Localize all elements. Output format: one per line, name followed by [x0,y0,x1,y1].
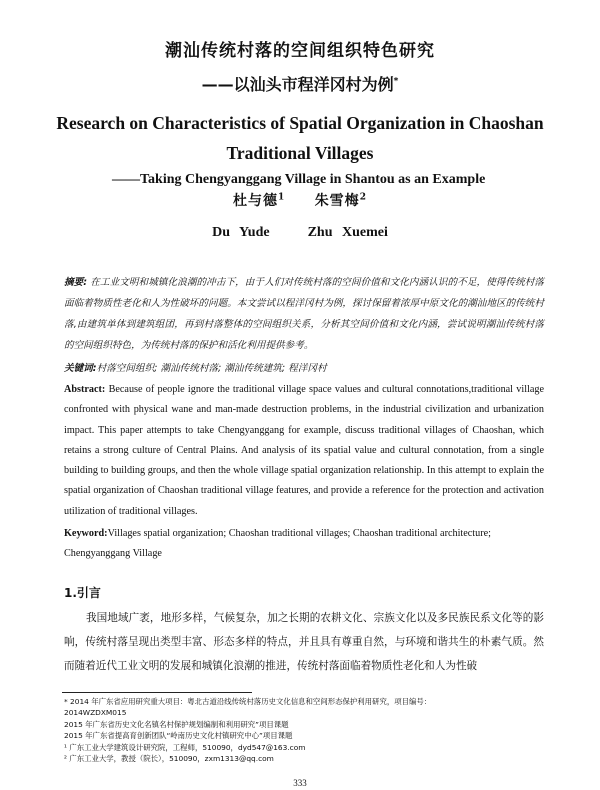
abstract-english [64,380,544,522]
abstract-chinese-text: 在工业文明和城镇化浪潮的冲击下，由于人们对传统村落的空间价值和文化内涵认识的不足，使得传统村落面临着物质性老化和人为性破坏的问题。本文尝试以程洋冈村为例，探讨保留着浓厚中原文化的潮汕地区的传统村落,由建筑单体到建筑组团，再到村落整体的空间组织关系，分析其空间价值和文化内涵，尝试说明潮汕传统村落的空间组织特色，为传统村落的保护和活化利用提供参考。 [64,277,545,351]
title-english-line1: Research on Characteristics of Spatial Organization in Chaoshan [56,113,544,133]
author-2-affiliation-mark: 2 [359,192,367,203]
footnote-divider [62,692,252,693]
page-number: 333 [293,778,307,788]
footnote-item: 2015 年广东省提高育创新团队“岭南历史文化村镇研究中心”项目课题 [64,731,293,741]
body-paragraph: 我国地域广袤，地形多样，气候复杂，加之长期的农耕文化、宗族文化以及多民族民系文化等的影响，传统村落呈现出类型丰富、形态多样的特点，并且具有尊重自然，与环境和谐共生的朴素气质。然而随着近代工业文明的发展和城镇化浪潮的推进，传统村落面临着物质性老化和人为性破 [64,612,544,672]
funding-footnote-mark: * [393,76,399,87]
title-chinese: 潮汕传统村落的空间组织特色研究 [165,41,435,61]
title-english-line2: Traditional Villages [226,143,374,163]
author-1-cn: 杜与德 [233,193,279,209]
footnote-item: * 2014 年广东省应用研究重大项目：粤北古道沿线传统村落历史文化信息和空间形态保护利用研究，项目编号： [64,697,432,706]
footnote-item: ² 广东工业大学，教授（院长），510090，zxm1313@qq.com [64,754,274,764]
section-heading-introduction: 1.引言 [64,586,101,600]
author-1-en: Du Yude [212,225,270,240]
keywords-english [64,524,544,564]
footnote-item: 2014WZDXM015 [64,708,127,718]
keywords-chinese-text: 村落空间组织; 潮汕传统村落; 潮汕传统建筑; 程洋冈村 [96,363,327,374]
authors-english [0,225,600,241]
abstract-chinese-label: 摘要: [64,277,88,288]
author-2-en: Zhu Xuemei [307,225,388,240]
keywords-chinese-label: 关键词: [64,363,97,374]
keywords-chinese [64,360,544,374]
author-2-cn: 朱雪梅 [314,193,360,209]
keywords-english-label: Keyword: [64,528,108,539]
footnotes [64,696,544,764]
author-1-affiliation-mark: 1 [278,192,286,203]
title-english [40,108,560,168]
abstract-english-text: Because of people ignore the traditional village space values and cultural connotations,traditional village confronted with physical wane and man-made destruction problems, in the industrial civilization and urbanization impact. This paper attempts to take Chengyanggang for example, discuss traditional villages of Chaoshan, which retains a strong culture of Central Plains. And analysis of its spatial value and cultural connotation, from a single building to building groups, and then the whole village spatial organization relationship. In this attempt to explain the spatial organization of Chaoshan traditional village features, and provide a reference for the protection and activation utilization of traditional villages. [64,384,544,517]
abstract-chinese [64,272,544,356]
abstract-english-label: Abstract: [64,384,106,395]
subtitle-english: ——Taking Chengyanggang Village in Shantou as an Example [112,172,486,187]
subtitle-chinese-text: ——以汕头市程洋冈村为例 [201,75,394,94]
authors-chinese [0,190,600,210]
subtitle-chinese [0,72,600,95]
keywords-english-text: Villages spatial organization; Chaoshan traditional villages; Chaoshan traditional architecture; Chengyanggang Village [64,528,491,559]
footnote-item: ¹ 广东工业大学建筑设计研究院，工程师，510090，dyd547@163.com [64,742,306,752]
footnote-item: 2015 年广东省历史文化名镇名村保护规划编制和利用研究”项目课题 [64,719,289,729]
